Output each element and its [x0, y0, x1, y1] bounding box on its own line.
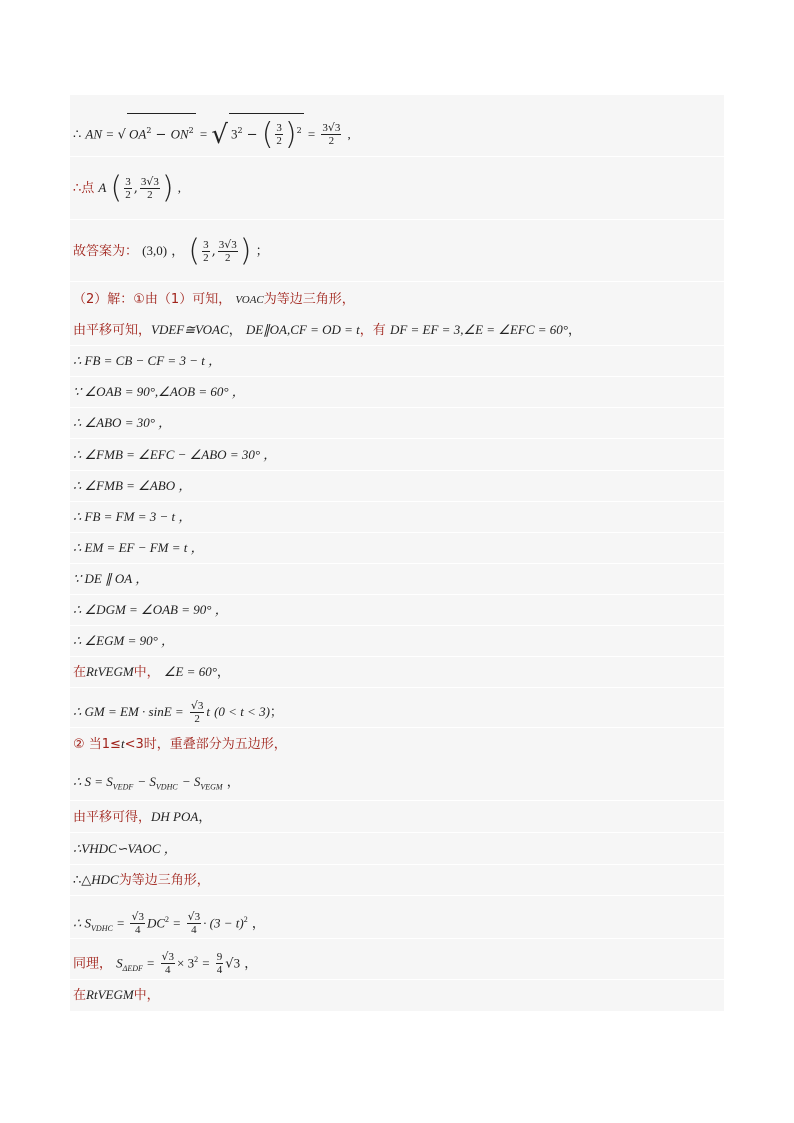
line-rt-egm — [73, 663, 230, 682]
math-rt-egm: RtVEGM — [86, 664, 134, 679]
solution-panel — [70, 95, 724, 1011]
text-in: 在 — [73, 988, 87, 1003]
math-parallel: DE∥OA,CF = OD = t — [245, 322, 360, 337]
math-three: 3 — [230, 126, 238, 142]
sub-dhc: VDHC — [155, 782, 178, 792]
line-dgm: ∴ ∠DGM = ∠OAB = 90° ， — [73, 602, 228, 617]
math-rad-three: 3 — [233, 955, 241, 971]
divider — [70, 727, 724, 728]
therefore-triangle: ∴△ — [73, 873, 92, 888]
frac-den: 2 — [276, 135, 282, 148]
line-egm: ∴ ∠EGM = 90° ， — [73, 633, 175, 648]
line-abo: ∴ ∠ABO = 30° ， — [73, 415, 172, 430]
line-part2-start — [73, 291, 355, 309]
comma: ， — [251, 916, 265, 932]
math-s: ∴ S = S — [73, 774, 113, 789]
line-angles: ∵ ∠OAB = 90°,∠AOB = 60° ， — [73, 384, 245, 399]
line-fb: ∴ FB = CB − CF = 3 − t ， — [73, 353, 222, 368]
frac-num-rad: 3 — [194, 911, 201, 924]
line-point-a: ∴点 A ( $\frac{3}{2}$ , $\frac{3√3}{2}$ ) , — [73, 170, 181, 206]
divider — [70, 594, 724, 595]
semicolon: ； — [255, 244, 269, 259]
divider — [70, 687, 724, 688]
divider — [70, 979, 724, 980]
divider — [70, 438, 724, 439]
line-fmb-abo: ∴ ∠FMB = ∠ABO ， — [73, 478, 192, 493]
math-dc: DC — [146, 915, 166, 931]
text-part2: （2）解： — [73, 292, 134, 307]
divider — [70, 938, 724, 939]
comma: ， — [216, 665, 230, 680]
line-s-dhc: ∴ $S_{VDHC}$ = $\frac{√3}{4}$ $DC^2$ = $\frac{√3}{4}$ · $(3 - t)^2$ ， — [73, 910, 265, 937]
text-have: ，有 — [359, 323, 386, 338]
math-dh-poa: DH POA — [151, 809, 199, 824]
sub-dhc: VDHC — [91, 923, 113, 933]
math-minus-s: − S — [181, 774, 201, 789]
frac-den: 4 — [191, 924, 197, 937]
text-middle: 中， — [133, 988, 160, 1003]
frac-den: 2 — [194, 713, 200, 725]
line-fb-fm: ∴ FB = FM = 3 − t ， — [73, 509, 192, 524]
text-point: ∴点 — [73, 181, 95, 196]
frac-den: 4 — [216, 964, 223, 977]
divider — [70, 864, 724, 865]
text-from-part1: ①由（1）可知， — [133, 292, 232, 307]
math-s: S — [116, 955, 123, 971]
divider — [70, 281, 724, 282]
line-fmb: ∴ ∠FMB = ∠EFC − ∠ABO = 30° ， — [73, 447, 277, 462]
text-when: ② 当1≤ — [73, 737, 121, 752]
math-oa: OA — [128, 126, 147, 142]
math-equal-sides: DF = EF = 3,∠E = ∠EFC = 60° — [389, 322, 569, 337]
text-middle: 中， — [133, 665, 160, 680]
math-an: AN — [85, 126, 103, 142]
math-t: t — [120, 736, 125, 751]
equals: = — [147, 955, 155, 971]
line-rt-egm-final — [73, 986, 160, 1005]
text-translation-get: 由平移可得， — [73, 810, 152, 825]
divider — [70, 345, 724, 346]
divider — [70, 625, 724, 626]
semicolon: ； — [269, 705, 283, 720]
text-equilateral: 为等边三角形， — [263, 292, 355, 307]
comma: ， — [226, 775, 240, 790]
line-answer: 故答案为： (3,0) ， ( $\frac{3}{2}$ , $\frac{3√3}{2}$ ) ； — [73, 233, 269, 269]
divider — [70, 376, 724, 377]
math-angle-e: ∠E = 60° — [163, 664, 217, 679]
sub-edf: VEDF — [112, 782, 134, 792]
math-gm-expr: ∴ GM = EM · sinE = — [73, 704, 184, 719]
math-s: ∴ S — [73, 915, 92, 931]
comma: ， — [568, 323, 582, 338]
sup-two: 2 — [165, 915, 170, 924]
frac-num-coef: 3 — [140, 176, 147, 188]
line-an-length: ∴ AN = √ $OA^2 - ON^2$ = √ $3^2$ − ( $\frac{3}{2}$ )$^2$ = $\frac{3√3}{2}$ , — [73, 113, 351, 152]
divider — [70, 156, 724, 157]
frac-num-rad: 3 — [168, 951, 175, 964]
line-similar: ∴VHDC∽VAOC ， — [73, 841, 177, 856]
line-case2 — [73, 735, 287, 754]
comma: ， — [228, 323, 242, 338]
text-similarly: 同理， — [73, 956, 113, 972]
math-congruent: VDEF≅VOAC — [151, 322, 229, 337]
divider — [70, 407, 724, 408]
line-hdc-equilateral — [73, 871, 210, 890]
sup-two: 2 — [243, 915, 248, 924]
line-area-s — [73, 773, 240, 797]
text-translation: 由平移可知， — [73, 323, 152, 338]
divider — [70, 895, 724, 896]
equals: = — [173, 915, 181, 931]
math-triangle-oac: VOAC — [235, 294, 264, 306]
comma: ， — [198, 810, 212, 825]
frac-num-rad: 3 — [138, 911, 144, 924]
frac-num: 3 — [125, 176, 131, 188]
frac-num-rad: 3 — [153, 176, 159, 188]
frac-num-coef: 3 — [218, 239, 225, 251]
line-dh-parallel — [73, 808, 211, 827]
sub-edf: ΔEDF — [122, 963, 143, 973]
sup-two: 2 — [194, 955, 199, 964]
line-s-edf: 同理， $S_{\Delta EDF}$ = $\frac{√3}{4}$ × $3^2$ = $\frac{9}{4}$ √3 ， — [73, 950, 258, 977]
frac-den: 2 — [147, 189, 153, 201]
line-de-parallel: ∵ DE ∥ OA ， — [73, 571, 149, 586]
divider — [70, 532, 724, 533]
comma: , — [177, 180, 181, 195]
text-in: 在 — [73, 665, 87, 680]
text-equilateral: 为等边三角形， — [118, 873, 210, 888]
math-paren: · (3 − t) — [203, 915, 244, 931]
line-gm: ∴ GM = EM · sinE = $\frac{√3}{2}$ t (0 < t < 3)； — [73, 699, 283, 725]
divider — [70, 563, 724, 564]
math-times-three: × 3 — [177, 955, 195, 971]
frac-num: 3 — [276, 122, 282, 135]
math-t: t — [206, 704, 210, 719]
comma: ， — [244, 956, 258, 972]
frac-num-rad: 3 — [197, 700, 204, 712]
frac-num-rad: 3 — [231, 239, 237, 251]
comma: , — [347, 126, 351, 142]
frac-num-coef: 3 — [322, 122, 328, 135]
frac-num: 3 — [203, 239, 209, 251]
frac-num: 9 — [216, 951, 223, 964]
math-hdc: HDC — [91, 872, 119, 887]
equals: = — [116, 915, 125, 931]
text-pentagon: <3时，重叠部分为五边形， — [124, 737, 287, 752]
equals: = — [202, 955, 210, 971]
divider — [70, 800, 724, 801]
frac-den: 4 — [134, 924, 141, 937]
comma: ， — [171, 244, 185, 259]
math-on: ON — [170, 126, 189, 142]
text-answer-label: 故答案为： — [73, 244, 139, 259]
frac-den: 2 — [328, 135, 335, 148]
frac-num-rad: 3 — [334, 122, 341, 135]
frac-den: 4 — [165, 964, 171, 977]
math-a: A — [98, 180, 107, 195]
divider — [70, 656, 724, 657]
frac-den: 2 — [203, 252, 209, 264]
math-rt-egm: RtVEGM — [86, 987, 134, 1002]
math-minus-s: − S — [137, 774, 156, 789]
divider — [70, 832, 724, 833]
divider — [70, 501, 724, 502]
line-em: ∴ EM = EF − FM = t ， — [73, 540, 204, 555]
frac-den: 2 — [224, 252, 231, 264]
therefore-symbol: ∴ — [73, 126, 82, 142]
sub-egm: VEGM — [200, 782, 223, 792]
math-range: (0 < t < 3) — [214, 704, 270, 719]
frac-den: 2 — [125, 189, 131, 201]
math-point: (3,0) — [142, 243, 168, 258]
divider — [70, 470, 724, 471]
line-translation — [73, 321, 581, 340]
divider — [70, 219, 724, 220]
